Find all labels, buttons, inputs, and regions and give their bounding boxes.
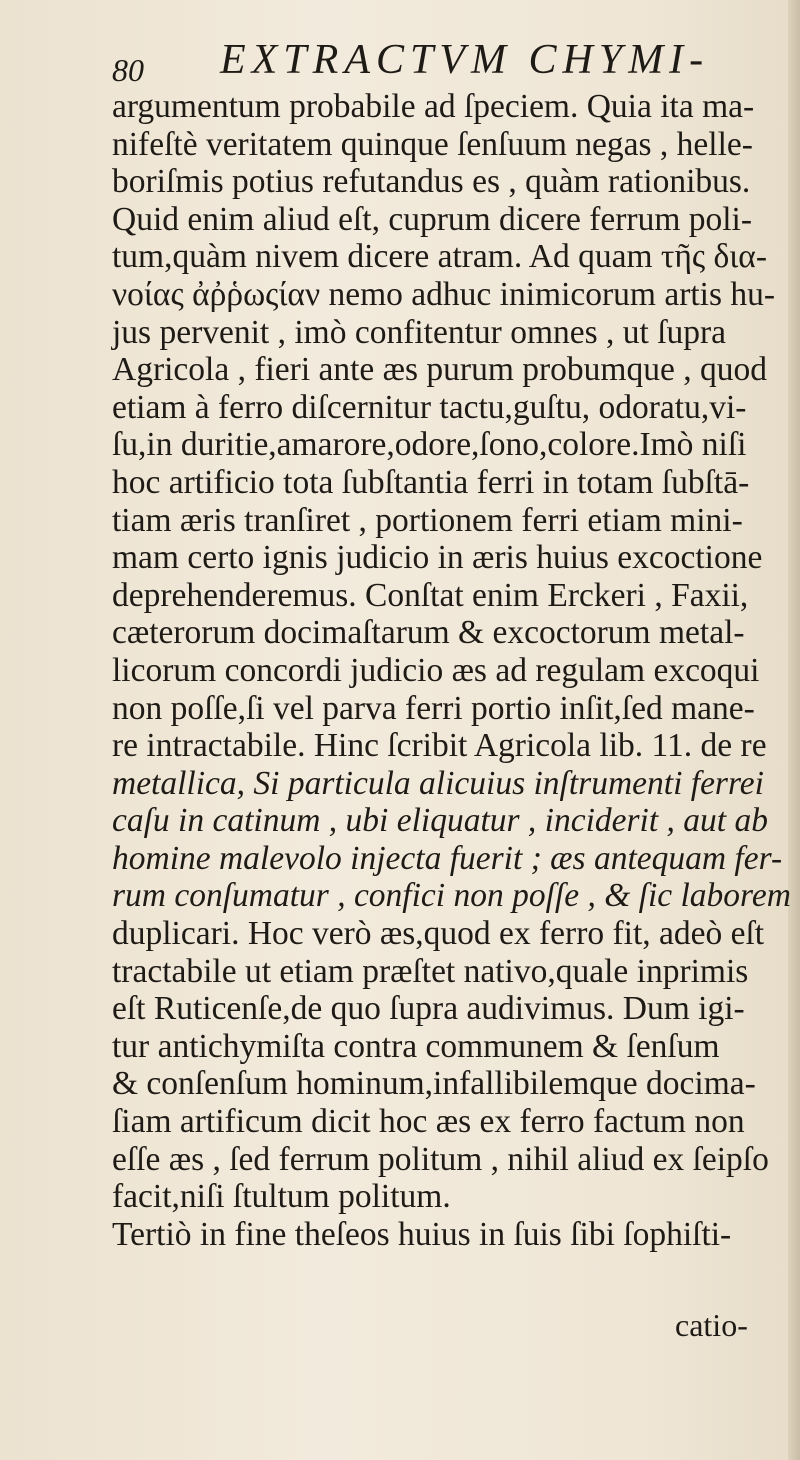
text-line-italic: metallica, Si particula alicuius inſtrumenti ferrei — [112, 764, 764, 802]
text-line: cæterorum docimaſtarum & excoctorum metal- — [112, 614, 745, 652]
page-header — [112, 36, 752, 86]
running-head: EXTRACTVM CHYMI- — [220, 37, 710, 83]
text-line: eſt Ruticenſe,de quo ſupra audivimus. Dum igi- — [112, 990, 745, 1028]
text-line: Quid enim aliud eſt, cuprum dicere ferrum poli- — [112, 200, 753, 238]
text-line: facit,niſi ſtultum politum. — [112, 1178, 451, 1216]
text-line: eſſe æs , ſed ferrum politum , nihil aliud ex ſeipſo — [112, 1140, 769, 1178]
text-line: ſiam artificum dicit hoc æs ex ferro factum non — [112, 1103, 745, 1141]
text-line: & conſenſum hominum,infallibilemque docima- — [112, 1065, 756, 1103]
text-line: hoc artificio tota ſubſtantia ferri in totam ſubſtā- — [112, 463, 750, 501]
text-line: non poſſe,ſi vel parva ferri portio inſit,ſed mane- — [112, 689, 755, 727]
catchword: catio- — [675, 1307, 748, 1343]
text-line: argumentum probabile ad ſpeciem. Quia ita ma- — [112, 88, 755, 125]
text-line: νοίας ἀῤῥωςίαν nemo adhuc inimicorum artis hu- — [112, 275, 776, 313]
text-line: tiam æris tranſiret , portionem ferri etiam mini- — [112, 501, 743, 539]
page-number: 80 — [112, 52, 144, 88]
text-line: re intractabile. Hinc ſcribit Agricola lib. 11. de re — [112, 727, 767, 765]
text-line: jus pervenit , imò confitentur omnes , ut ſupra — [112, 313, 727, 351]
text-line: boriſmis potius refutandus es , quàm rationibus. — [112, 163, 751, 201]
text-line-italic: homine malevolo injecta fuerit ; æs antequam fer- — [112, 839, 783, 877]
text-line: tractabile ut etiam præſtet nativo,quale inprimis — [112, 952, 749, 990]
text-line-italic: caſu in catinum , ubi eliquatur , inciderit , aut ab — [112, 802, 768, 840]
text-line: tum,quàm nivem dicere atram. Ad quam τῆς δια- — [112, 238, 768, 276]
text-line-italic: rum conſumatur , confici non poſſe , & ſic laborem — [112, 877, 791, 915]
text-line: duplicari. Hoc verò æs,quod ex ferro fit, adeò eſt — [112, 915, 765, 953]
text-line: licorum concordi judicio æs ad regulam excoqui — [112, 651, 760, 689]
text-line: nifeſtè veritatem quinque ſenſuum negas , helle- — [112, 125, 753, 163]
text-line: tur antichymiſta contra communem & ſenſum — [112, 1027, 720, 1065]
text-line: etiam à ferro diſcernitur tactu,guſtu, odoratu,vi- — [112, 388, 747, 426]
body-text — [112, 88, 800, 1253]
text-line: deprehenderemus. Conſtat enim Erckeri , Faxii, — [112, 576, 749, 614]
text-line: mam certo ignis judicio in æris huius excoctione — [112, 539, 763, 577]
text-line: ſu,in duritie,amarore,odore,ſono,colore.Imò niſi — [112, 426, 747, 464]
text-line: Tertiò in fine theſeos huius in ſuis ſibi ſophiſti- — [112, 1215, 732, 1253]
text-line: Agricola , fieri ante æs purum probumque , quod — [112, 351, 767, 389]
